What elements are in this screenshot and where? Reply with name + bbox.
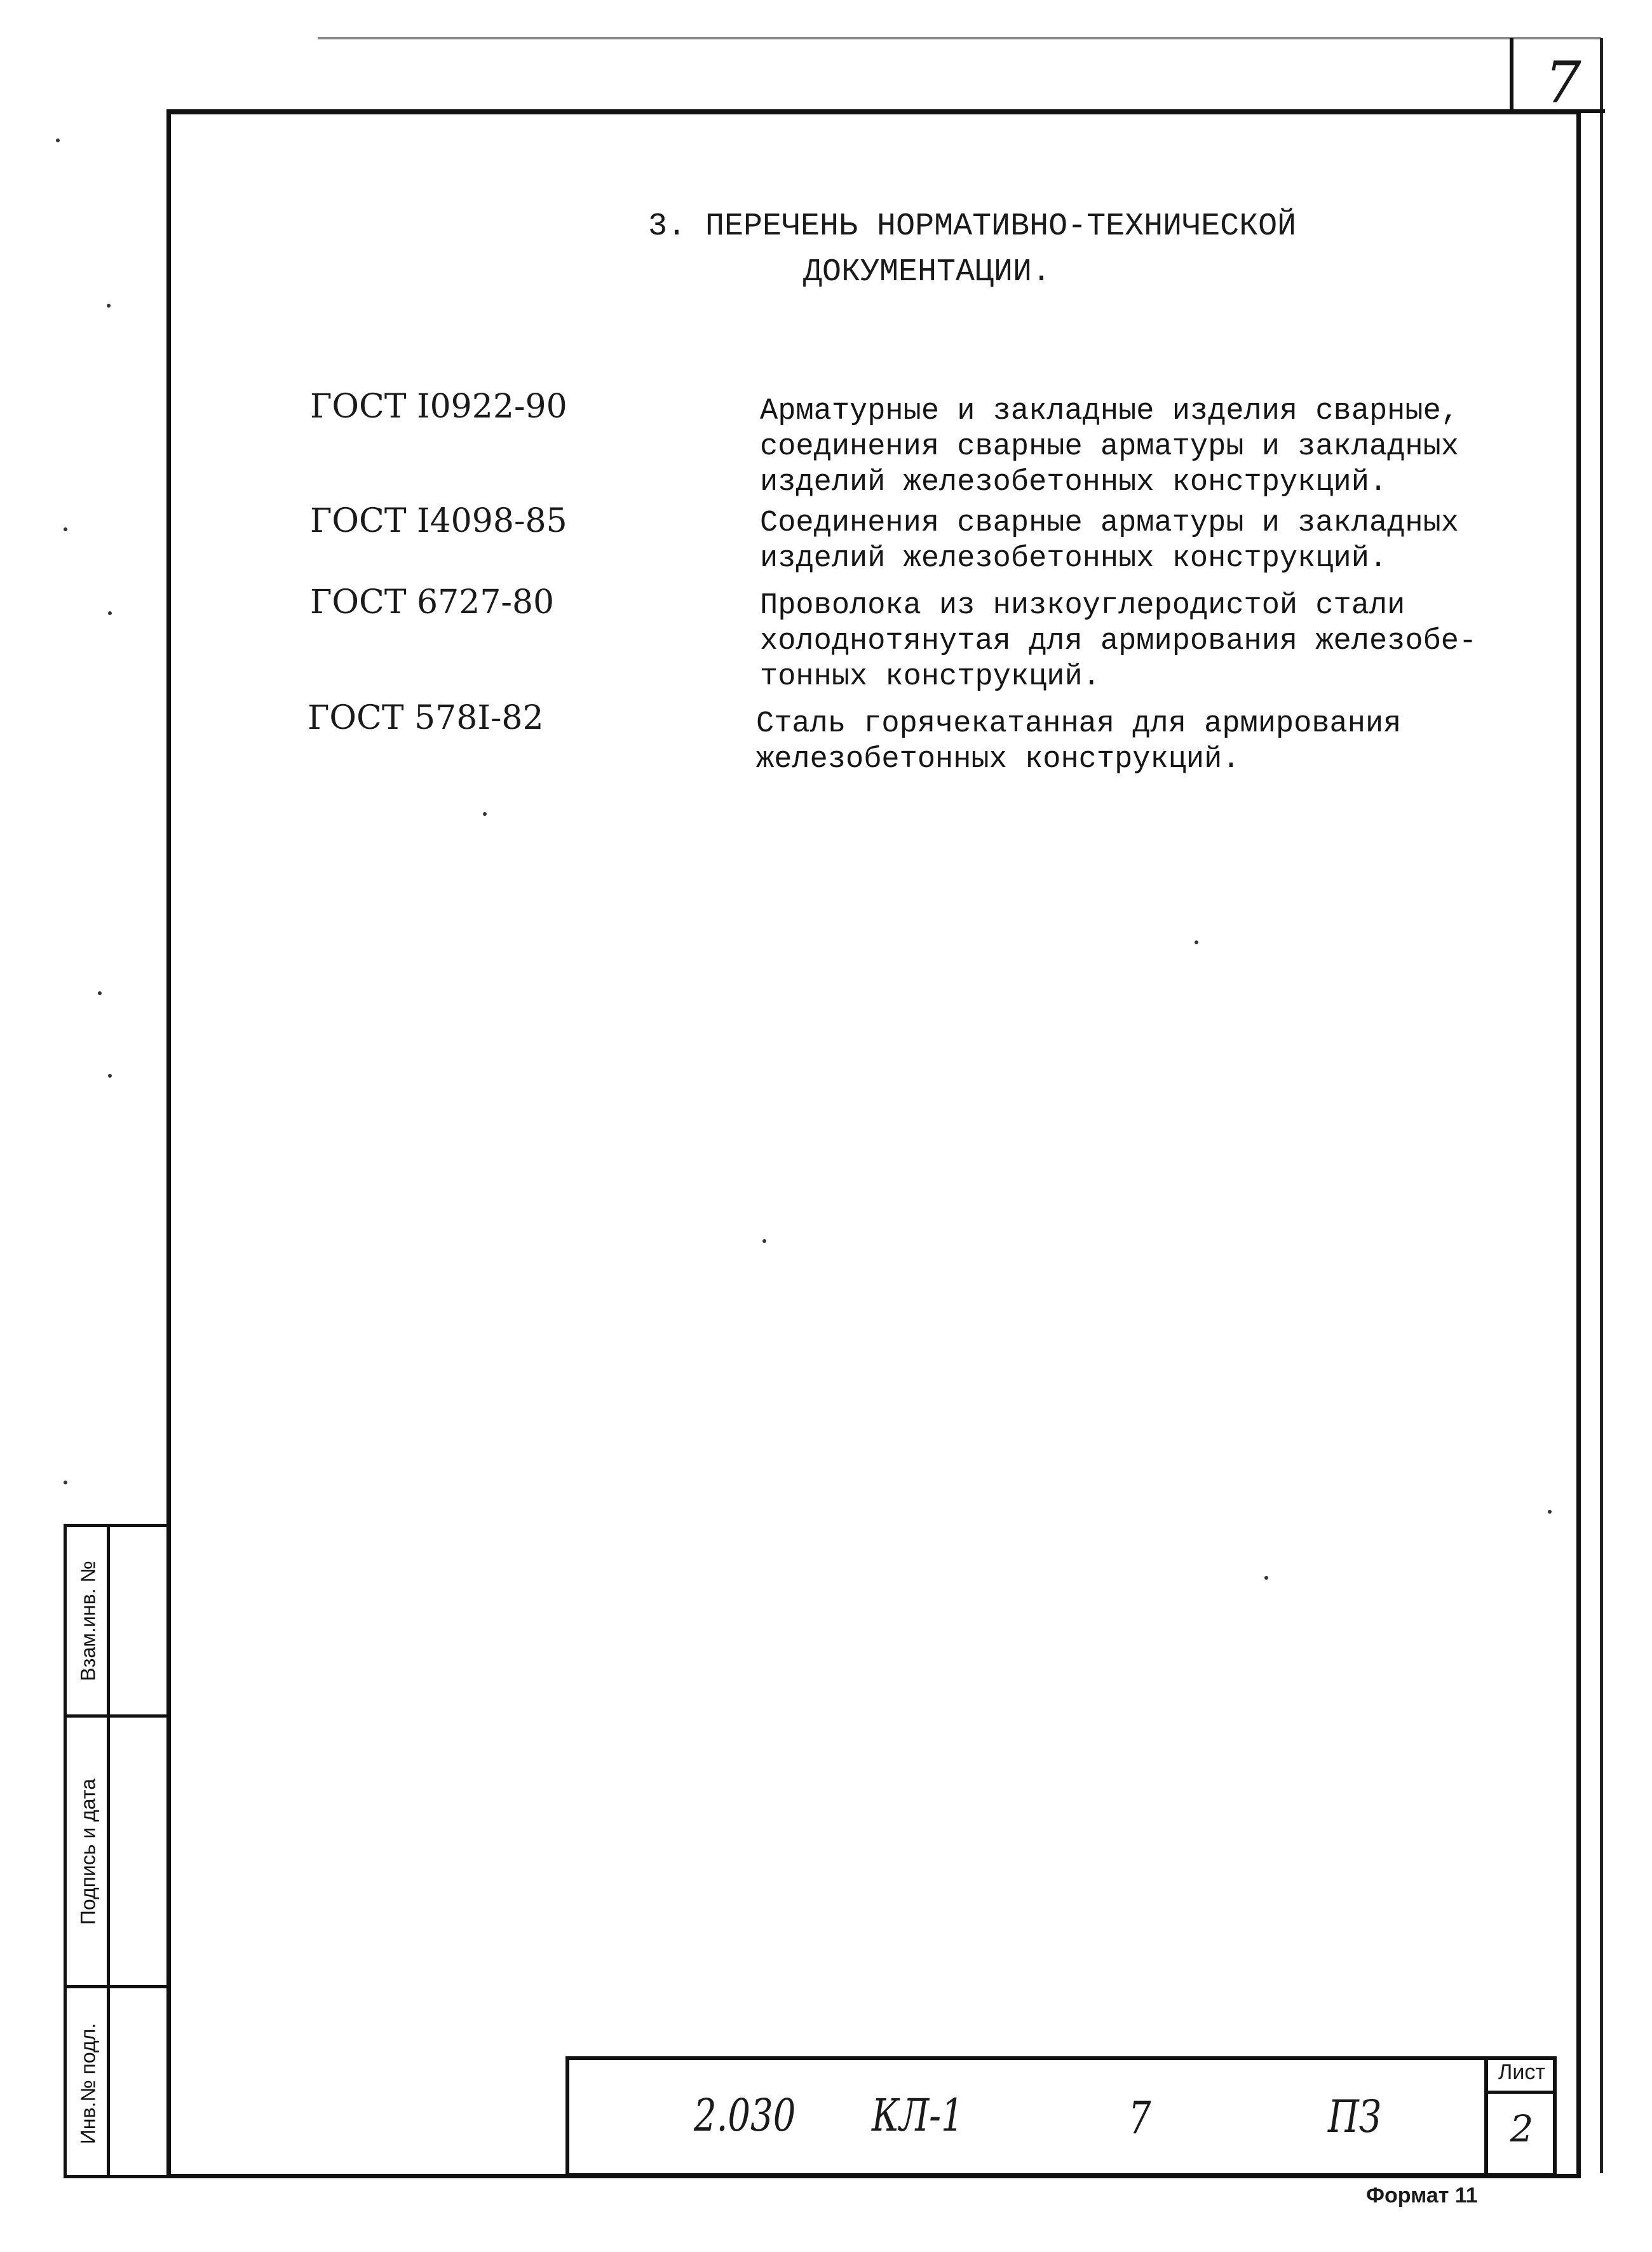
doc-series: 2.030 (694, 2089, 796, 2141)
gost-description (760, 506, 1459, 577)
scan-speck (1264, 1576, 1268, 1580)
scan-speck (762, 1239, 766, 1243)
scan-speck (64, 527, 67, 531)
stamp-label-cell (67, 1718, 110, 1985)
stamp-label: Взам.инв. № (76, 1560, 100, 1681)
section-title-continuation: ДОКУМЕНТАЦИИ. (803, 254, 1052, 290)
description-line: Соединения сварные арматуры и закладных (760, 506, 1459, 540)
gost-code: ГОСТ I4098-85 (310, 502, 567, 540)
description-line: изделий железобетонных конструкций. (760, 542, 1388, 576)
scan-speck (56, 139, 60, 142)
sheet-label: Лист (1498, 2060, 1545, 2084)
scan-edge-line (318, 37, 1601, 39)
description-line: Сталь горячекатанная для армирования (756, 707, 1402, 741)
stamp-label: Инв.№ подл. (76, 2023, 100, 2144)
gost-code: ГОСТ 6727-80 (310, 583, 555, 621)
sheet-number: 2 (1510, 2107, 1534, 2150)
sheet-divider (1484, 2091, 1557, 2094)
description-line: железобетонных конструкций. (756, 743, 1240, 777)
description-line: изделий железобетонных конструкций. (760, 466, 1388, 499)
scan-speck (483, 812, 487, 816)
stamp-label: Подпись и дата (76, 1778, 100, 1925)
stamp-row-signature (67, 1718, 171, 1988)
gost-description (760, 588, 1477, 695)
stamp-row-replacement (67, 1527, 171, 1718)
description-line: Арматурные и закладные изделия сварные, (760, 395, 1459, 428)
side-stamp (64, 1524, 171, 2178)
stamp-label-cell (67, 1527, 110, 1714)
scan-speck (1195, 940, 1198, 944)
description-line: тонных конструкций. (760, 660, 1100, 694)
right-margin-line (1600, 38, 1603, 2173)
issue-number: 7 (1128, 2092, 1151, 2144)
gost-code: ГОСТ 578I-82 (308, 699, 544, 737)
scan-speck (108, 1074, 112, 1078)
stamp-label-cell (67, 1988, 110, 2178)
scan-speck (64, 1481, 67, 1484)
scan-speck (98, 991, 102, 995)
scan-speck (107, 304, 111, 308)
format-label: Формат 11 (1366, 2183, 1478, 2208)
gost-description (756, 707, 1401, 778)
section-code: ПЗ (1328, 2091, 1381, 2143)
gost-code: ГОСТ I0922-90 (310, 388, 567, 426)
stamp-row-inventory (67, 1988, 171, 2178)
section-title: 3. ПЕРЕЧЕНЬ НОРМАТИВНО-ТЕХНИЧЕСКОЙ (648, 208, 1297, 245)
description-line: соединения сварные арматуры и закладных (760, 430, 1459, 464)
doc-code: КЛ-1 (872, 2089, 964, 2141)
scan-speck (1548, 1510, 1552, 1514)
page-number: 7 (1545, 50, 1581, 116)
gost-description (760, 394, 1459, 501)
scan-speck (108, 611, 112, 615)
description-line: Проволока из низкоуглеродистой стали (760, 589, 1405, 623)
description-line: холоднотянутая для армирования железобе- (760, 625, 1477, 658)
